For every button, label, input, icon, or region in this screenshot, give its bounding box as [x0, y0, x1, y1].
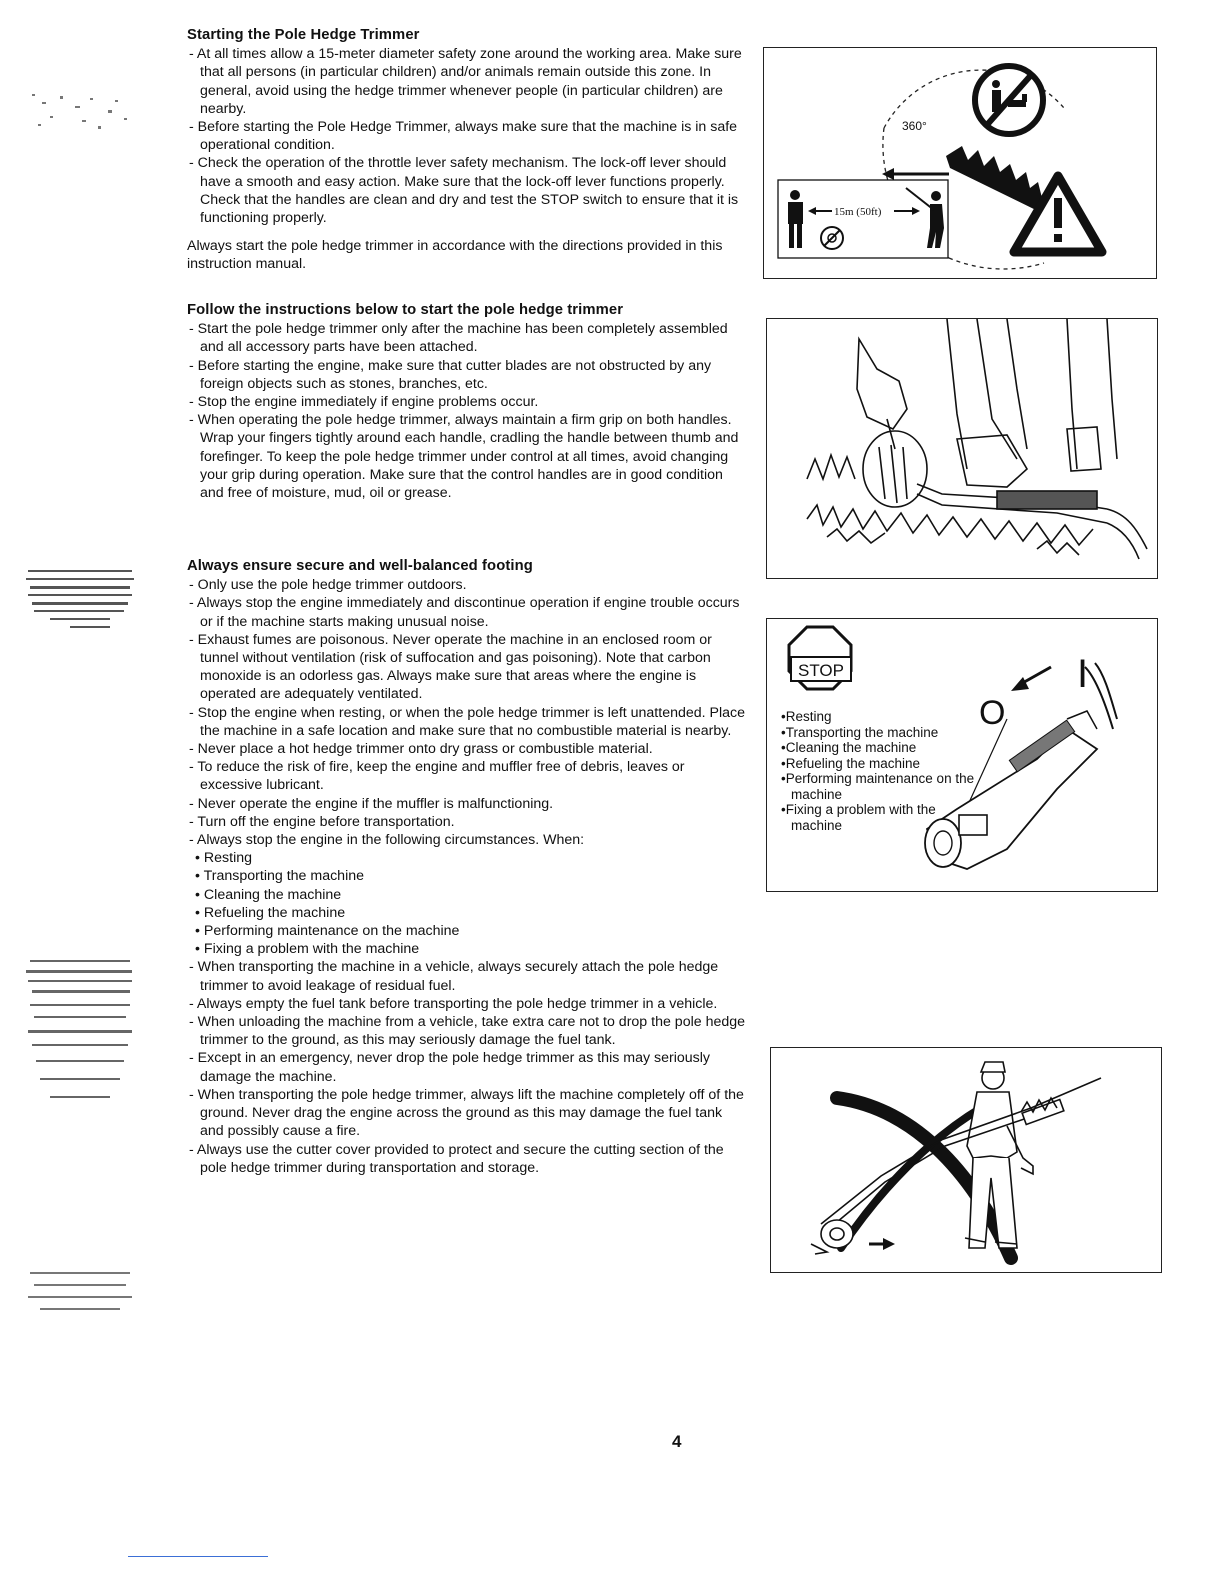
- circumstances-list: [187, 849, 747, 958]
- figure-safety-zone: [763, 47, 1157, 279]
- list-item: - Before starting the engine, make sure that cutter blades are not obstructed by any foreign objects such as stones, branches, etc.: [187, 357, 747, 393]
- stop-sign-text: STOP: [798, 661, 844, 680]
- figure-no-dragging: [770, 1047, 1162, 1273]
- scan-noise-4: [20, 1262, 140, 1322]
- list-item: - Only use the pole hedge trimmer outdoors.: [187, 576, 747, 594]
- no-people-animals-icon: [975, 66, 1043, 134]
- circumstance-item: • Cleaning the machine: [187, 886, 747, 904]
- follow-list: [187, 320, 747, 502]
- figure-grip-handles: [766, 318, 1158, 579]
- angle-label: 360°: [902, 119, 927, 133]
- circumstance-item: • Transporting the machine: [187, 867, 747, 885]
- no-drag-illustration: [771, 1048, 1161, 1272]
- grip-illustration: [767, 319, 1157, 578]
- section-starting: [187, 26, 747, 274]
- list-item: - When unloading the machine from a vehicle, take extra care not to drop the pole hedge trimmer to the ground, as this may seriously damage the fuel tank.: [187, 1013, 747, 1049]
- distance-panel: [778, 180, 948, 258]
- bottom-rule: [128, 1556, 268, 1557]
- stop-circumstances-list: [779, 709, 979, 833]
- list-item: - Always empty the fuel tank before transporting the pole hedge trimmer in a vehicle.: [187, 995, 747, 1013]
- circumstance-item: • Refueling the machine: [187, 904, 747, 922]
- list-item: - Always use the cutter cover provided to protect and secure the cutting section of the pole hedge trimmer during transportation and storage.: [187, 1141, 747, 1177]
- circumstance-item: • Performing maintenance on the machine: [187, 922, 747, 940]
- stop-item: • Cleaning the machine: [779, 740, 979, 756]
- list-item: - At all times allow a 15-meter diameter safety zone around the working area. Make sure that all persons (in particular children) and/or animals remain outside this zone. In general, avoid using the hedge trimmer whenever people (in particular children) are nearby.: [187, 45, 747, 118]
- list-item: - When transporting the pole hedge trimmer, always lift the machine completely off of the ground. Never drag the engine across the ground as this may damage the fuel tank and possibly cause a fire.: [187, 1086, 747, 1141]
- no-entry-small-icon: [821, 227, 843, 249]
- list-item: - Never place a hot hedge trimmer onto dry grass or combustible material.: [187, 740, 747, 758]
- safety-zone-illustration: [764, 48, 1156, 278]
- stop-item: • Transporting the machine: [779, 725, 979, 741]
- starting-paragraph: Always start the pole hedge trimmer in accordance with the directions provided in this instruction manual.: [187, 238, 723, 273]
- list-item: - When operating the pole hedge trimmer, always maintain a firm grip on both handles. Wrap your fingers tightly around each handle, cradling the handle between thumb and forefinger. To keep the pole hedge trimmer under control at all times, avoid changing your grip during operation. Make sure that the control handles are in good condition and free of moisture, mud, oil or grease.: [187, 411, 747, 502]
- section-follow: [187, 301, 747, 502]
- circumstance-item: • Fixing a problem with the machine: [187, 940, 747, 958]
- scan-noise-3: [20, 950, 140, 1120]
- list-item: - Exhaust fumes are poisonous. Never operate the machine in an enclosed room or tunnel without ventilation (risk of suffocation and gas poisoning). Note that carbon monoxide is an odorless gas. Always make sure that areas where the engine is operated are adequately ventilated.: [187, 631, 747, 704]
- stop-item: • Performing maintenance on the machine: [779, 771, 979, 802]
- list-item: - Except in an emergency, never drop the pole hedge trimmer as this may seriously damage the machine.: [187, 1049, 747, 1085]
- stop-item: • Refueling the machine: [779, 756, 979, 772]
- section-footing: [187, 557, 747, 1177]
- switch-off-symbol: O: [979, 694, 1006, 732]
- list-item: - Check the operation of the throttle lever safety mechanism. The lock-off lever should have a smooth and easy action. Make sure that the lock-off lever functions properly. Check that the handles are clean and dry and test the STOP switch to ensure that it is functioning properly.: [187, 154, 747, 227]
- circumstance-item: • Resting: [187, 849, 747, 867]
- switch-on-symbol: I: [1077, 652, 1089, 696]
- stop-sign-icon: [789, 627, 851, 689]
- footing-list-a: [187, 576, 747, 849]
- list-item: - When transporting the machine in a vehicle, always securely attach the pole hedge trimmer to avoid leakage of residual fuel.: [187, 958, 747, 994]
- figure-stop-switch: [766, 618, 1158, 892]
- list-item: - Start the pole hedge trimmer only after the machine has been completely assembled and all accessory parts have been attached.: [187, 320, 747, 356]
- page-number: 4: [672, 1432, 682, 1451]
- list-item: - Turn off the engine before transportation.: [187, 813, 747, 831]
- distance-label: 15m (50ft): [834, 206, 882, 218]
- list-item: - Before starting the Pole Hedge Trimmer, always make sure that the machine is in safe operational condition.: [187, 118, 747, 154]
- starting-list: [187, 45, 747, 227]
- footing-list-b: [187, 958, 747, 1176]
- heading-starting: Starting the Pole Hedge Trimmer: [187, 27, 420, 43]
- list-item: - Stop the engine when resting, or when the pole hedge trimmer is left unattended. Place the machine in a safe location and make sure that no combustible material is nearby.: [187, 704, 747, 740]
- stop-item: • Resting: [779, 709, 979, 725]
- list-item: - Stop the engine immediately if engine problems occur.: [187, 393, 747, 411]
- heading-footing: Always ensure secure and well-balanced footing: [187, 558, 533, 574]
- stop-item: • Fixing a problem with the machine: [779, 802, 979, 833]
- list-item: - Always stop the engine immediately and discontinue operation if engine trouble occurs or if the machine starts making unusual noise.: [187, 594, 747, 630]
- list-item: - Never operate the engine if the muffler is malfunctioning.: [187, 795, 747, 813]
- list-item: - Always stop the engine in the following circumstances. When:: [187, 831, 747, 849]
- scan-noise-1: [20, 88, 140, 138]
- scan-noise-2: [20, 560, 140, 640]
- heading-follow: Follow the instructions below to start the pole hedge trimmer: [187, 302, 624, 318]
- list-item: - To reduce the risk of fire, keep the engine and muffler free of debris, leaves or excessive lubricant.: [187, 758, 747, 794]
